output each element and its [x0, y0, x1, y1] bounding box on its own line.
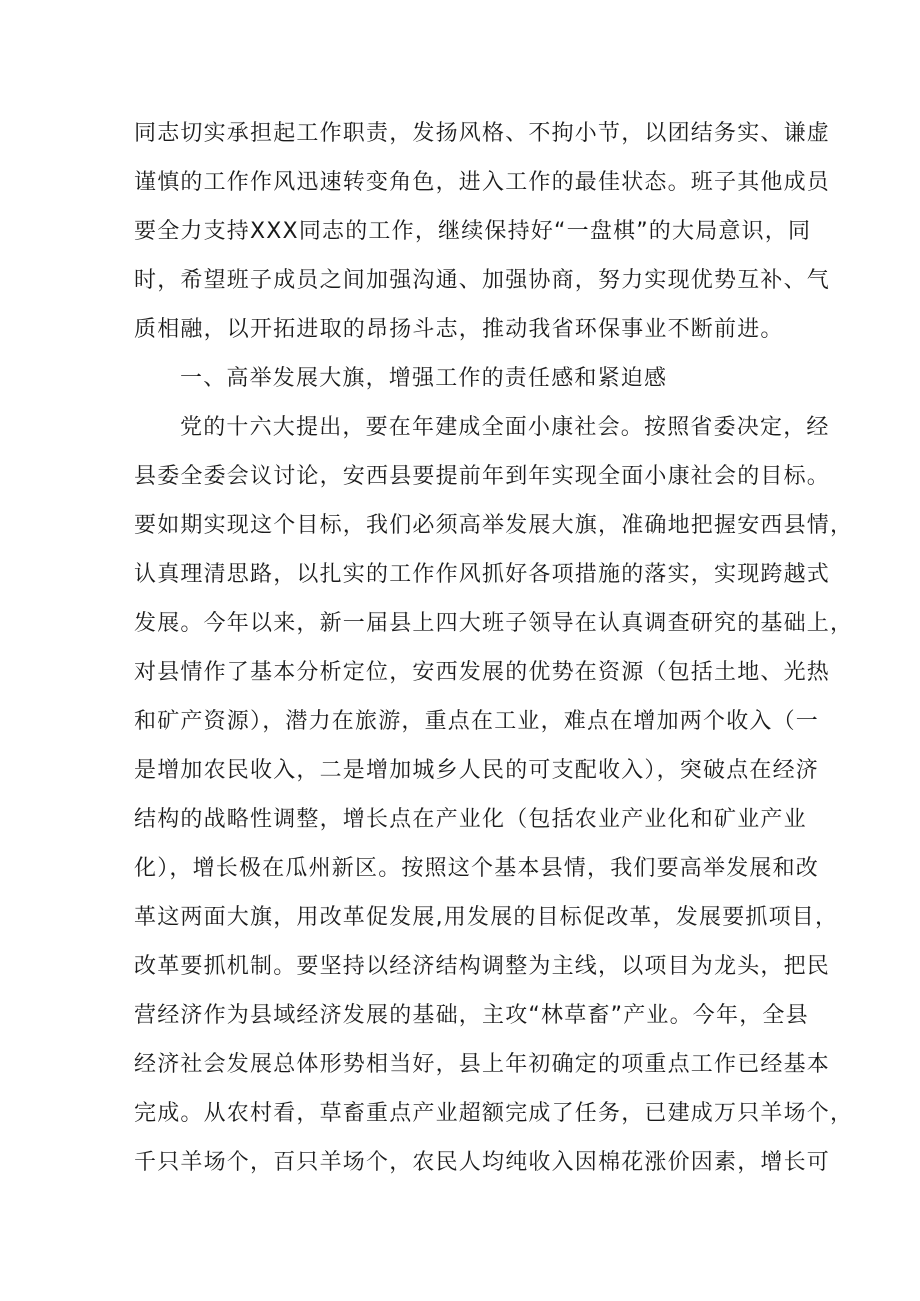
text-line: 经济社会发展总体形势相当好，县上年初确定的项重点工作已经基本	[134, 1052, 831, 1077]
text-line: 发展。今年以来，新一届县上四大班子领导在认真调查研究的基础上，	[134, 611, 854, 636]
text-line: 对县情作了基本分析定位，安西发展的优势在资源（包括土地、光热	[134, 660, 831, 685]
text-line: 县委全委会议讨论，安西县要提前年到年实现全面小康社会的目标。	[134, 464, 831, 489]
text-line: 要如期实现这个目标，我们必须高举发展大旗，准确地把握安西县情，	[134, 513, 854, 538]
text-line: 认真理清思路，以扎实的工作作风抓好各项措施的落实，实现跨越式	[134, 562, 831, 587]
section-heading: 一、高举发展大旗，增强工作的责任感和紧迫感	[180, 366, 668, 391]
text-line: 同志切实承担起工作职责，发扬风格、不拘小节，以团结务实、谦虚	[134, 121, 831, 146]
text-line: 党的十六大提出，要在年建成全面小康社会。按照省委决定，经	[180, 415, 830, 440]
text-line: 革这两面大旗，用改革促发展,用发展的目标促改革，发展要抓项目，	[134, 905, 839, 930]
text-line: 改革要抓机制。要坚持以经济结构调整为主线，以项目为龙头，把民	[134, 954, 831, 979]
text-line: 千只羊场个，百只羊场个，农民人均纯收入因棉花涨价因素，增长可	[134, 1150, 831, 1175]
text-line: 完成。从农村看，草畜重点产业超额完成了任务，已建成万只羊场个，	[134, 1101, 854, 1126]
text-line: 质相融，以开拓进取的昂扬斗志，推动我省环保事业不断前进。	[134, 317, 784, 342]
text-line: 结构的战略性调整，增长点在产业化（包括农业产业化和矿业产业	[134, 807, 807, 832]
text-line: 是增加农民收入，二是增加城乡人民的可支配收入），突破点在经济	[134, 758, 820, 783]
text-line: 谨慎的工作作风迅速转变角色，进入工作的最佳状态。班子其他成员	[134, 170, 831, 195]
text-line: 营经济作为县域经济发展的基础，主攻“林草畜”产业。今年，全县	[134, 1003, 809, 1028]
text-line: 时，希望班子成员之间加强沟通、加强协商，努力实现优势互补、气	[134, 268, 831, 293]
text-line: 要全力支持XXX同志的工作，继续保持好“一盘棋”的大局意识，同	[134, 219, 812, 244]
text-line: 化），增长极在瓜州新区。按照这个基本县情，我们要高举发展和改	[134, 856, 820, 881]
text-line: 和矿产资源），潜力在旅游，重点在工业，难点在增加两个收入（一	[134, 709, 820, 734]
